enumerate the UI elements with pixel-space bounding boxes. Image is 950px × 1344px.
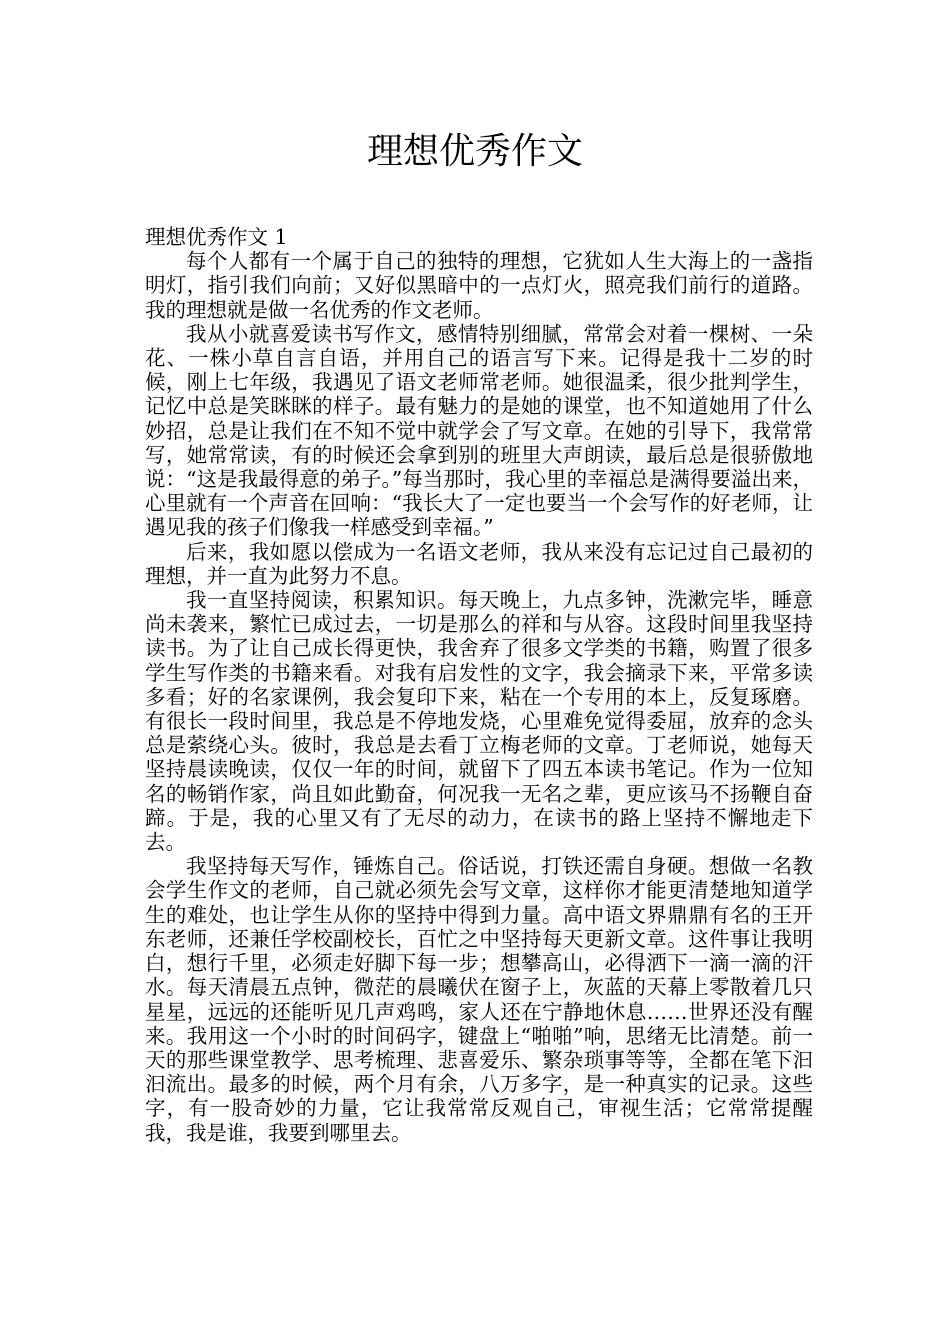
paragraph-1: 每个人都有一个属于自己的独特的理想，它犹如人生大海上的一盏指明灯，指引我们向前；又好似黑暗中的一点灯火，照亮我们前行的道路。我的理想就是做一名优秀的作文老师。 — [145, 249, 813, 322]
paragraph-3: 后来，我如愿以偿成为一名语文老师，我从来没有忘记过自己最初的理想，并一直为此努力不息。 — [145, 539, 813, 588]
document-title: 理想优秀作文 — [366, 131, 583, 172]
paragraph-4: 我一直坚持阅读，积累知识。每天晚上，九点多钟，洗漱完毕，睡意尚未袭来，繁忙已成过去，一切是那么的祥和与从容。这段时间里我坚持读书。为了让自己成长得更快，我舍弃了很多文学类的书籍，购置了很多学生写作类的书籍来看。对我有启发性的文字，我会摘录下来，平常多读多看；好的名家课例，我会复印下来，粘在一个专用的本上，反复琢磨。有很长一段时间里，我总是不停地发烧，心里难免觉得委屈，放弃的念头总是萦绕心头。彼时，我总是去看丁立梅老师的文章。丁老师说，她每天坚持晨读晚读，仅仅一年的时间，就留下了四五本读书笔记。作为一位知名的畅销作家，尚且如此勤奋，何况我一无名之辈，更应该马不扬鞭自奋蹄。于是，我的心里又有了无尽的动力，在读书的路上坚持不懈地走下去。 — [145, 588, 813, 855]
paragraph-5: 我坚持每天写作，锤炼自己。俗话说，打铁还需自身硬。想做一名教会学生作文的老师，自己就必须先会写文章，这样你才能更清楚地知道学生的难处，也让学生从你的坚持中得到力量。高中语文界鼎鼎有名的王开东老师，还兼任学校副校长，百忙之中坚持每天更新文章。这件事让我明白，想行千里，必须走好脚下每一步；想攀高山，必得洒下一滴一滴的汗水。每天清晨五点钟，微茫的晨曦伏在窗子上，灰蓝的天幕上零散着几只星星，远远的还能听见几声鸡鸣，家人还在宁静地休息……世界还没有醒来。我用这一个小时的时间码字，键盘上“啪啪”响，思绪无比清楚。前一天的那些课堂教学、思考梳理、悲喜爱乐、繁杂琐事等等，全都在笔下汩汩流出。最多的时候，两个月有余，八万多字，是一种真实的记录。这些字，有一股奇妙的力量，它让我常常反观自己，审视生活；它常常提醒我，我是谁，我要到哪里去。 — [145, 854, 813, 1145]
document-body — [145, 225, 813, 1145]
paragraph-2: 我从小就喜爱读书写作文，感情特别细腻，常常会对着一棵树、一朵花、一株小草自言自语，并用自己的语言写下来。记得是我十二岁的时候，刚上七年级，我遇见了语文老师常老师。她很温柔，很少批判学生，记忆中总是笑眯眯的样子。最有魅力的是她的课堂，也不知道她用了什么妙招，总是让我们在不知不觉中就学会了写文章。在她的引导下，我常常写，她常常读，有的时候还会拿到别的班里大声朗读，最后总是很骄傲地说：“这是我最得意的弟子。”每当那时，我心里的幸福总是满得要溢出来，心里就有一个声音在回响：“我长大了一定也要当一个会写作的好老师，让遇见我的孩子们像我一样感受到幸福。” — [145, 321, 813, 540]
section-heading: 理想优秀作文 1 — [145, 225, 288, 249]
